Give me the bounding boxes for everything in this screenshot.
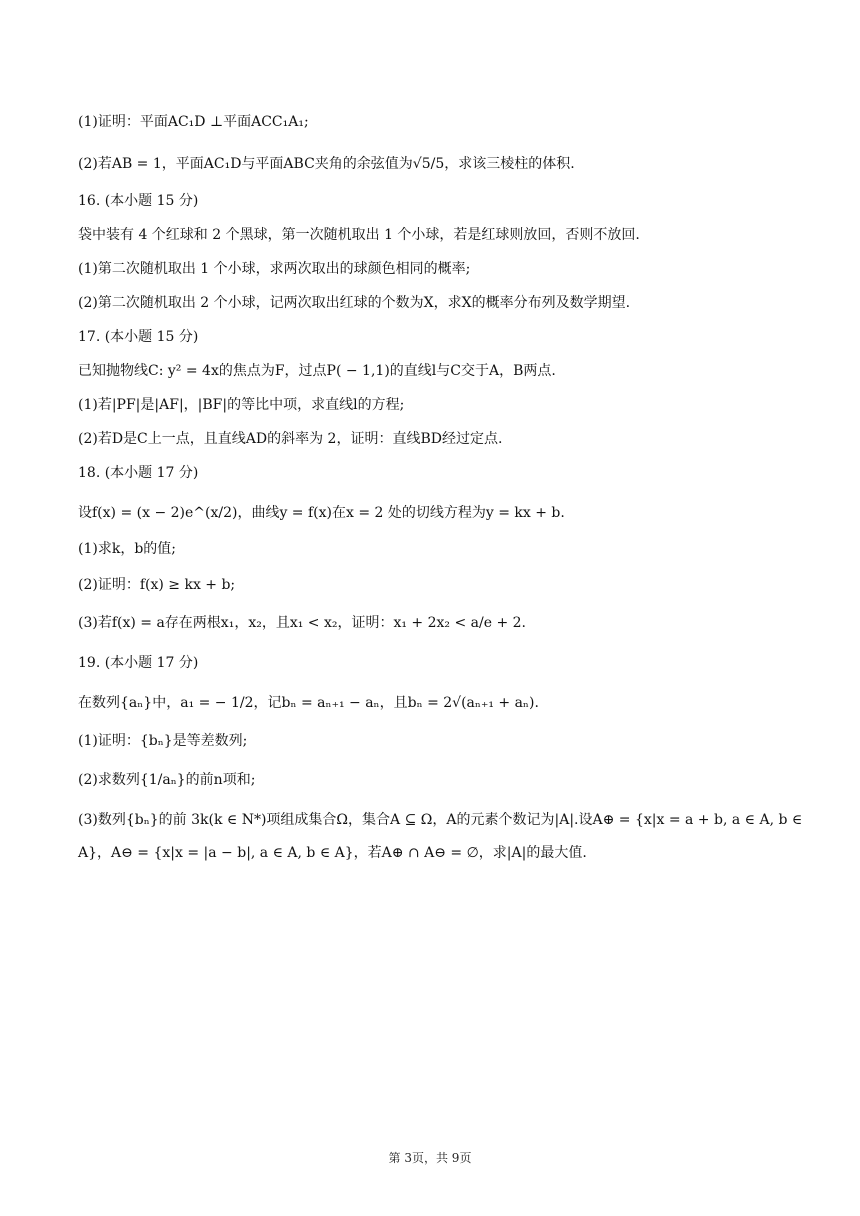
problem-16-part-2: (2)第二次随机取出 2 个小球，记两次取出红球的个数为X，求X的概率分布列及数学期望. [78,295,631,311]
problem-18-heading: 18. (本小题 17 分) [78,465,199,481]
problem-19-part-3-line-1: (3)数列{bₙ}的前 3k(k ∈ N*)项组成集合Ω，集合A ⊆ Ω，A的元素个数记为|A|.设A⊕ = {x|x = a + b, a ∈ A, b ∈ [78,812,803,828]
problem-18-part-2: (2)证明：f(x) ≥ kx + b; [78,577,236,593]
problem-19-part-3-line-2: A}，A⊖ = {x|x = |a − b|, a ∈ A, b ∈ A}，若A⊕ ∩ A⊖ = ∅，求|A|的最大值. [78,845,587,861]
problem-19-heading: 19. (本小题 17 分) [78,655,199,671]
problem-18-stem: 设f(x) = (x − 2)e^(x/2)，曲线y = f(x)在x = 2 处的切线方程为y = kx + b. [78,505,565,521]
problem-18-part-1: (1)求k，b的值; [78,541,176,557]
problem-16-stem: 袋中装有 4 个红球和 2 个黑球，第一次随机取出 1 个小球，若是红球则放回，否则不放回. [78,227,640,243]
problem-17-part-1: (1)若|PF|是|AF|，|BF|的等比中项，求直线l的方程; [78,397,405,413]
problem-19-stem: 在数列{aₙ}中，a₁ = − 1/2，记bₙ = aₙ₊₁ − aₙ，且bₙ = 2√(aₙ₊₁ + aₙ). [78,695,539,711]
problem-16-heading: 16. (本小题 15 分) [78,193,199,209]
problem-19-part-1: (1)证明：{bₙ}是等差数列; [78,733,248,749]
problem-15-part-1: (1)证明：平面AC₁D ⊥平面ACC₁A₁; [78,114,309,130]
page-footer: 第 3页，共 9页 [388,1151,472,1165]
problem-17-part-2: (2)若D是C上一点，且直线AD的斜率为 2，证明：直线BD经过定点. [78,431,503,447]
problem-16-part-1: (1)第二次随机取出 1 个小球，求两次取出的球颜色相同的概率; [78,261,471,277]
problem-15-part-2: (2)若AB = 1，平面AC₁D与平面ABC夹角的余弦值为√5/5，求该三棱柱的体积. [78,156,575,172]
problem-17-stem: 已知抛物线C: y² = 4x的焦点为F，过点P( − 1,1)的直线l与C交于A，B两点. [78,363,556,379]
problem-19-part-2: (2)求数列{1/aₙ}的前n项和; [78,772,256,788]
problem-17-heading: 17. (本小题 15 分) [78,329,199,345]
problem-18-part-3: (3)若f(x) = a存在两根x₁，x₂，且x₁ < x₂，证明：x₁ + 2x₂ < a/e + 2. [78,615,526,631]
